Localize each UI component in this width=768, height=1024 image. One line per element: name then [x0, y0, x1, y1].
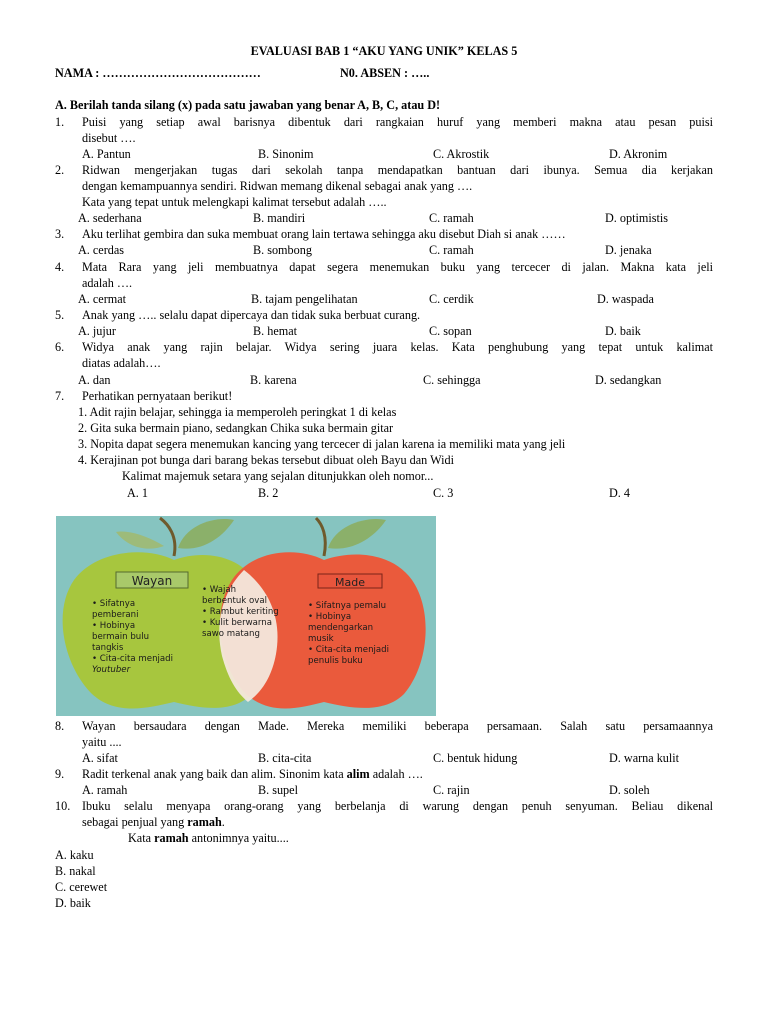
- left-item: Youtuber: [92, 665, 131, 675]
- absen-field: N0. ABSEN : …..: [340, 66, 430, 80]
- question-number: 3.: [55, 227, 65, 241]
- answer-option: D. Akronim: [609, 147, 668, 161]
- question-text: adalah ….: [82, 276, 133, 290]
- answer-option: C. 3: [433, 486, 454, 500]
- question-text-part: .: [221, 815, 225, 829]
- answer-option: A. cerdas: [78, 243, 125, 257]
- right-item: • Sifatnya pemalu: [308, 601, 387, 611]
- question-keyword: alim: [346, 767, 370, 781]
- answer-option: D. sedangkan: [595, 373, 662, 387]
- left-item: tangkis: [92, 643, 124, 653]
- answer-option: D. waspada: [597, 292, 654, 306]
- answer-option: C. sehingga: [423, 373, 481, 387]
- left-item: • Sifatnya: [92, 599, 136, 609]
- question-text: Widya anak yang rajin belajar. Widya sering juara kelas. Kata penghubung yang tepat untuk kalimat: [82, 340, 713, 354]
- question-text: Anak yang ….. selalu dapat dipercaya dan tidak suka berbuat curang.: [82, 308, 421, 322]
- answer-option: A. cermat: [78, 292, 127, 306]
- right-item: musik: [308, 634, 334, 644]
- statement-item: 2. Gita suka bermain piano, sedangkan Chika suka bermain gitar: [78, 421, 394, 435]
- answer-option: C. cerewet: [55, 880, 108, 894]
- page-title: EVALUASI BAB 1 “AKU YANG UNIK” KELAS 5: [250, 44, 518, 58]
- middle-item: berbentuk oval: [202, 596, 267, 606]
- question-text: yaitu ....: [82, 735, 122, 749]
- name-field: NAMA : …………………………………: [55, 66, 261, 80]
- answer-option: D. baik: [605, 324, 641, 338]
- question-number: 2.: [55, 163, 65, 177]
- answer-option: D. 4: [609, 486, 630, 500]
- answer-option: B. karena: [250, 373, 297, 387]
- answer-option: A. jujur: [78, 324, 116, 338]
- question-number: 4.: [55, 260, 65, 274]
- answer-option: D. warna kulit: [609, 751, 680, 765]
- question-keyword: ramah: [154, 831, 189, 845]
- answer-option: B. Sinonim: [258, 147, 314, 161]
- question-text: Ridwan mengerjakan tugas dari sekolah tanpa mendapatkan bantuan dari ibunya. Semua dia kerjakan: [82, 163, 713, 177]
- middle-item: • Rambut keriting: [202, 607, 279, 617]
- answer-option: C. ramah: [429, 211, 474, 225]
- right-item: mendengarkan: [308, 623, 374, 633]
- answer-option: B. tajam pengelihatan: [251, 292, 358, 306]
- statement-item: 4. Kerajinan pot bunga dari barang bekas tersebut dibuat oleh Bayu dan Widi: [78, 453, 454, 467]
- left-item: bermain bulu: [92, 632, 150, 642]
- answer-option: C. cerdik: [429, 292, 474, 306]
- question-number: 6.: [55, 340, 65, 354]
- question-text: [128, 831, 289, 846]
- question-text: Kalimat majemuk setara yang sejalan ditunjukkan oleh nomor...: [122, 469, 434, 483]
- question-number: 1.: [55, 115, 65, 129]
- question-number: 5.: [55, 308, 65, 322]
- middle-item: sawo matang: [202, 629, 260, 639]
- question-text: Puisi yang setiap awal barisnya dibentuk dari rangkaian huruf yang memberi makna atau pesan puisi: [82, 115, 713, 129]
- left-item: • Hobinya: [92, 621, 136, 631]
- middle-item: • Wajah: [202, 585, 237, 595]
- answer-option: C. Akrostik: [433, 147, 490, 161]
- question-number: 9.: [55, 767, 65, 781]
- question-text: Ibuku selalu menyapa orang-orang yang berbelanja di warung dengan penuh senyuman. Beliau dikenal: [82, 799, 713, 813]
- statement-item: 3. Nopita dapat segera menemukan kancing yang tercecer di jalan karena ia memiliki mata yang jeli: [78, 437, 566, 451]
- right-title: Made: [335, 576, 365, 589]
- question-number: 10.: [55, 799, 71, 813]
- venn-diagram-image: [56, 516, 436, 716]
- answer-option: B. 2: [258, 486, 279, 500]
- answer-option: A. dan: [78, 373, 111, 387]
- answer-option: A. kaku: [55, 848, 94, 862]
- question-text: [82, 767, 423, 782]
- question-keyword: ramah: [187, 815, 222, 829]
- left-item: • Cita-cita menjadi: [92, 654, 174, 664]
- question-text: disebut ….: [82, 131, 136, 145]
- question-text-part: Kata: [128, 831, 155, 845]
- question-text: Kata yang tepat untuk melengkapi kalimat tersebut adalah …..: [82, 195, 387, 209]
- answer-option: A. sifat: [82, 751, 118, 765]
- answer-option: C. sopan: [429, 324, 472, 338]
- answer-option: A. 1: [127, 486, 148, 500]
- question-text: Aku terlihat gembira dan suka membuat orang lain tertawa sehingga aku disebut Diah si anak ……: [82, 227, 566, 241]
- question-text: diatas adalah….: [82, 356, 161, 370]
- answer-option: C. bentuk hidung: [433, 751, 518, 765]
- right-item: • Hobinya: [308, 612, 352, 622]
- question-text: Perhatikan pernyataan berikut!: [82, 389, 233, 403]
- answer-option: A. Pantun: [82, 147, 131, 161]
- right-item: • Cita-cita menjadi: [308, 645, 390, 655]
- answer-option: D. jenaka: [605, 243, 652, 257]
- answer-option: B. hemat: [253, 324, 298, 338]
- answer-option: A. sederhana: [78, 211, 142, 225]
- answer-option: B. cita-cita: [258, 751, 312, 765]
- right-item: penulis buku: [308, 656, 363, 666]
- question-number: 8.: [55, 719, 65, 733]
- section-a-instruction: A. Berilah tanda silang (x) pada satu jawaban yang benar A, B, C, atau D!: [55, 98, 441, 112]
- left-item: pemberani: [92, 610, 139, 620]
- answer-option: D. optimistis: [605, 211, 668, 225]
- answer-option: D. soleh: [609, 783, 650, 797]
- answer-option: C. ramah: [429, 243, 474, 257]
- question-text: dengan kemampuannya sendiri. Ridwan memang dikenal sebagai anak yang ….: [82, 179, 473, 193]
- answer-option: B. sombong: [253, 243, 312, 257]
- question-number: 7.: [55, 389, 65, 403]
- question-text-part: antonimnya yaitu....: [188, 831, 289, 845]
- middle-item: • Kulit berwarna: [202, 618, 272, 628]
- statement-item: 1. Adit rajin belajar, sehingga ia memperoleh peringkat 1 di kelas: [78, 405, 397, 419]
- answer-option: D. baik: [55, 896, 91, 910]
- question-text: [82, 815, 225, 830]
- answer-option: B. supel: [258, 783, 298, 797]
- answer-option: B. mandiri: [253, 211, 306, 225]
- question-text-part: sebagai penjual yang: [82, 815, 188, 829]
- answer-option: B. nakal: [55, 864, 96, 878]
- answer-option: C. rajin: [433, 783, 470, 797]
- question-text: Mata Rara yang jeli membuatnya dapat segera menemukan buku yang tercecer di jalan. Makna kata jeli: [82, 260, 713, 274]
- question-text-part: adalah ….: [369, 767, 423, 781]
- left-title: Wayan: [131, 574, 173, 588]
- question-text: Wayan bersaudara dengan Made. Mereka memiliki beberapa persamaan. Salah satu persamaannya: [82, 719, 713, 733]
- question-text-part: Radit terkenal anak yang baik dan alim. Sinonim kata: [82, 767, 347, 781]
- answer-option: A. ramah: [82, 783, 128, 797]
